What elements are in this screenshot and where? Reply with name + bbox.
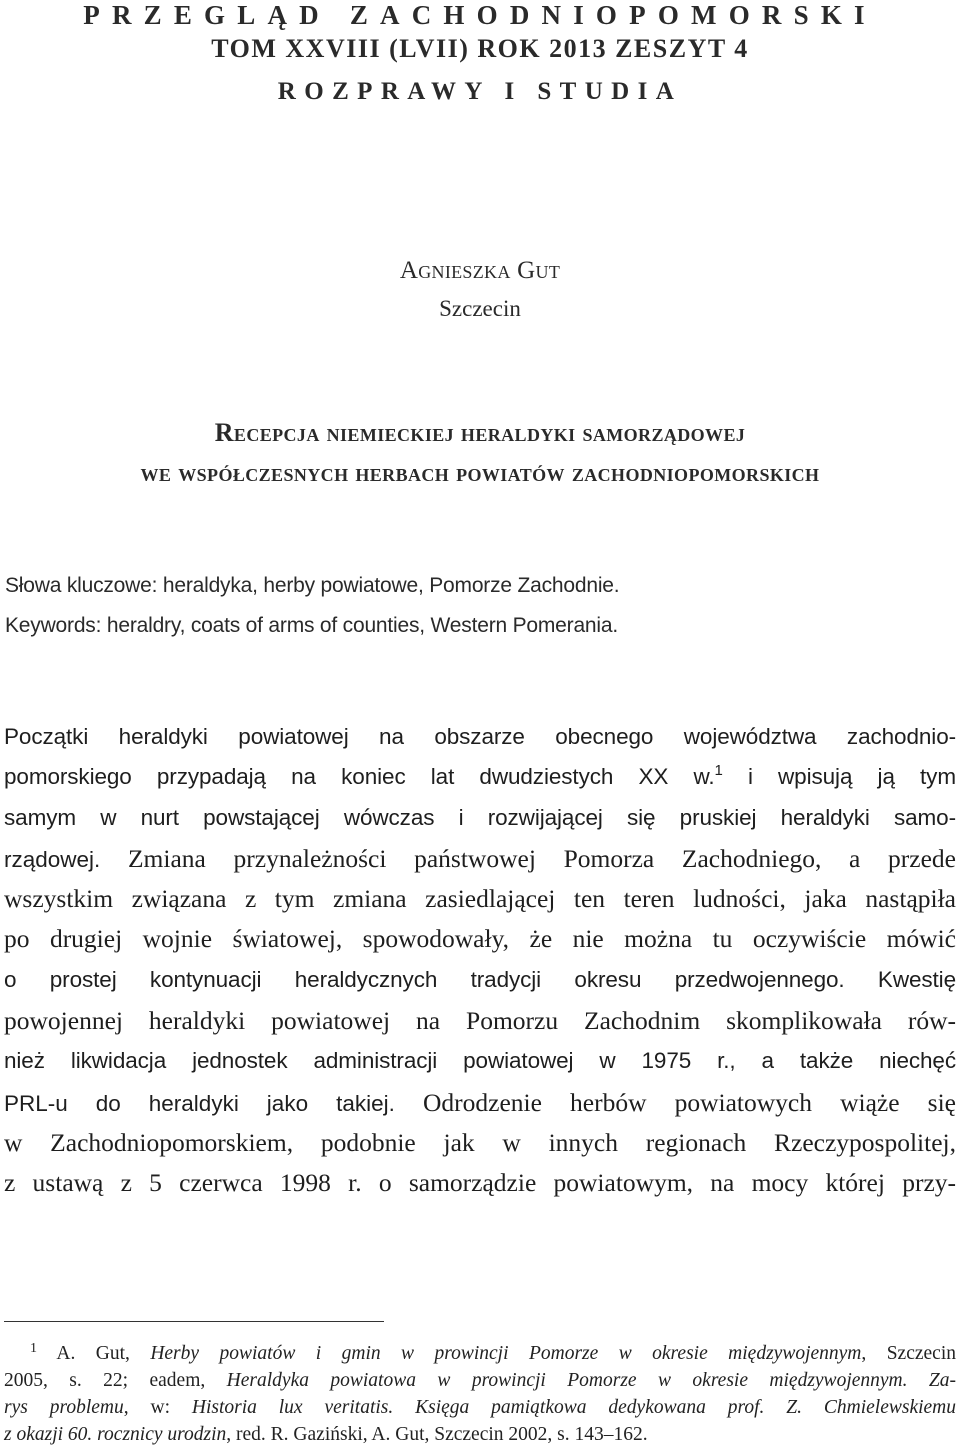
body-line: wszystkim związana z tym zmiana zasiedlającej ten teren ludności, jaka nastąpiła: [4, 884, 956, 913]
keywords-english: Keywords: heraldry, coats of arms of counties, Western Pomerania.: [5, 614, 618, 637]
footnote-text: 2005, s. 22; eadem,: [4, 1370, 227, 1391]
footnote-text: A. Gut,: [37, 1343, 151, 1364]
footnote-text: , red. R. Gaziński, A. Gut, Szczecin 2002, s. 143–162.: [226, 1424, 648, 1445]
author-name: Agnieszka Gut: [399, 257, 561, 284]
keywords-polish: Słowa kluczowe: heraldyka, herby powiatowe, Pomorze Zachodnie.: [5, 574, 620, 597]
footnote-work-title: z okazji 60. rocznicy urodzin: [4, 1424, 227, 1445]
body-line: nież likwidacja jednostek administracji powiatowej w 1975 r., a także niechęć: [4, 1048, 956, 1073]
footnote-work-title: Heraldyka powiatowa w prowincji Pomorze w okresie międzywojennym. Za-: [226, 1370, 956, 1391]
body-line: Początki heraldyki powiatowej na obszarze obecnego województwa zachodnio-: [4, 724, 956, 749]
article-title-line-1: Recepcja niemieckiej heraldyki samorządowej: [214, 418, 746, 447]
footnote-ref: 1: [714, 762, 723, 779]
body-text: rządowej.: [4, 847, 101, 872]
body-line: z ustawą z 5 czerwca 1998 r. o samorządzie powiatowym, na mocy której przy-: [4, 1168, 956, 1197]
body-text: Odrodzenie herbów powiatowych wiąże się: [394, 1088, 957, 1117]
article-title-line-2: we współczesnych herbach powiatów zachodniopomorskich: [140, 458, 820, 487]
footnote-number: 1: [30, 1341, 37, 1356]
footnote-work-title: Historia lux veritatis. Księga pamiątkowa dedykowana prof. Z. Chmielewskiemu: [191, 1397, 957, 1418]
footnote-work-title: Herby powiatów i gmin w prowincji Pomorze w okresie międzywojennym: [150, 1343, 862, 1364]
footnote-separator: [4, 1321, 384, 1322]
journal-title: PRZEGLĄD ZACHODNIOPOMORSKI: [83, 0, 877, 30]
footnote-line: [4, 1423, 956, 1447]
body-line: samym w nurt powstającej wówczas i rozwijającej się pruskiej heraldyki samo-: [4, 805, 956, 830]
body-line: w Zachodniopomorskiem, podobnie jak w innych regionach Rzeczypospolitej,: [4, 1128, 956, 1157]
footnote-line: [4, 1396, 956, 1420]
body-text: pomorskiego przypadają na koniec lat dwudziestych XX w.: [4, 764, 715, 789]
body-line: powojennej heraldyki powiatowej na Pomorzu Zachodnim skomplikowała rów-: [4, 1006, 956, 1035]
footnote-text: , Szczecin: [861, 1343, 956, 1364]
body-line: [4, 844, 956, 875]
body-text: PRL-u do heraldyki jako takiej.: [4, 1091, 395, 1116]
body-line: o prostej kontynuacji heraldycznych tradycji okresu przedwojennego. Kwestię: [4, 967, 956, 992]
body-line: [4, 1088, 956, 1119]
author-affiliation: Szczecin: [439, 296, 521, 321]
body-line: po drugiej wojnie światowej, spowodowały, że nie można tu oczywiście mówić: [4, 924, 956, 953]
body-text: Zmiana przynależności państwowej Pomorza Zachodniego, a przede: [100, 844, 956, 873]
section-title: ROZPRAWY I STUDIA: [277, 78, 683, 105]
footnote-text: , w:: [123, 1397, 192, 1418]
body-line: [4, 762, 956, 792]
body-text: i wpisują ją tym: [722, 764, 956, 789]
footnote-work-title: rys problemu: [4, 1397, 124, 1418]
volume-info: TOM XXVIII (LVII) ROK 2013 ZESZYT 4: [211, 34, 749, 63]
footnote-line: [4, 1342, 956, 1366]
footnote-line: [4, 1369, 956, 1393]
